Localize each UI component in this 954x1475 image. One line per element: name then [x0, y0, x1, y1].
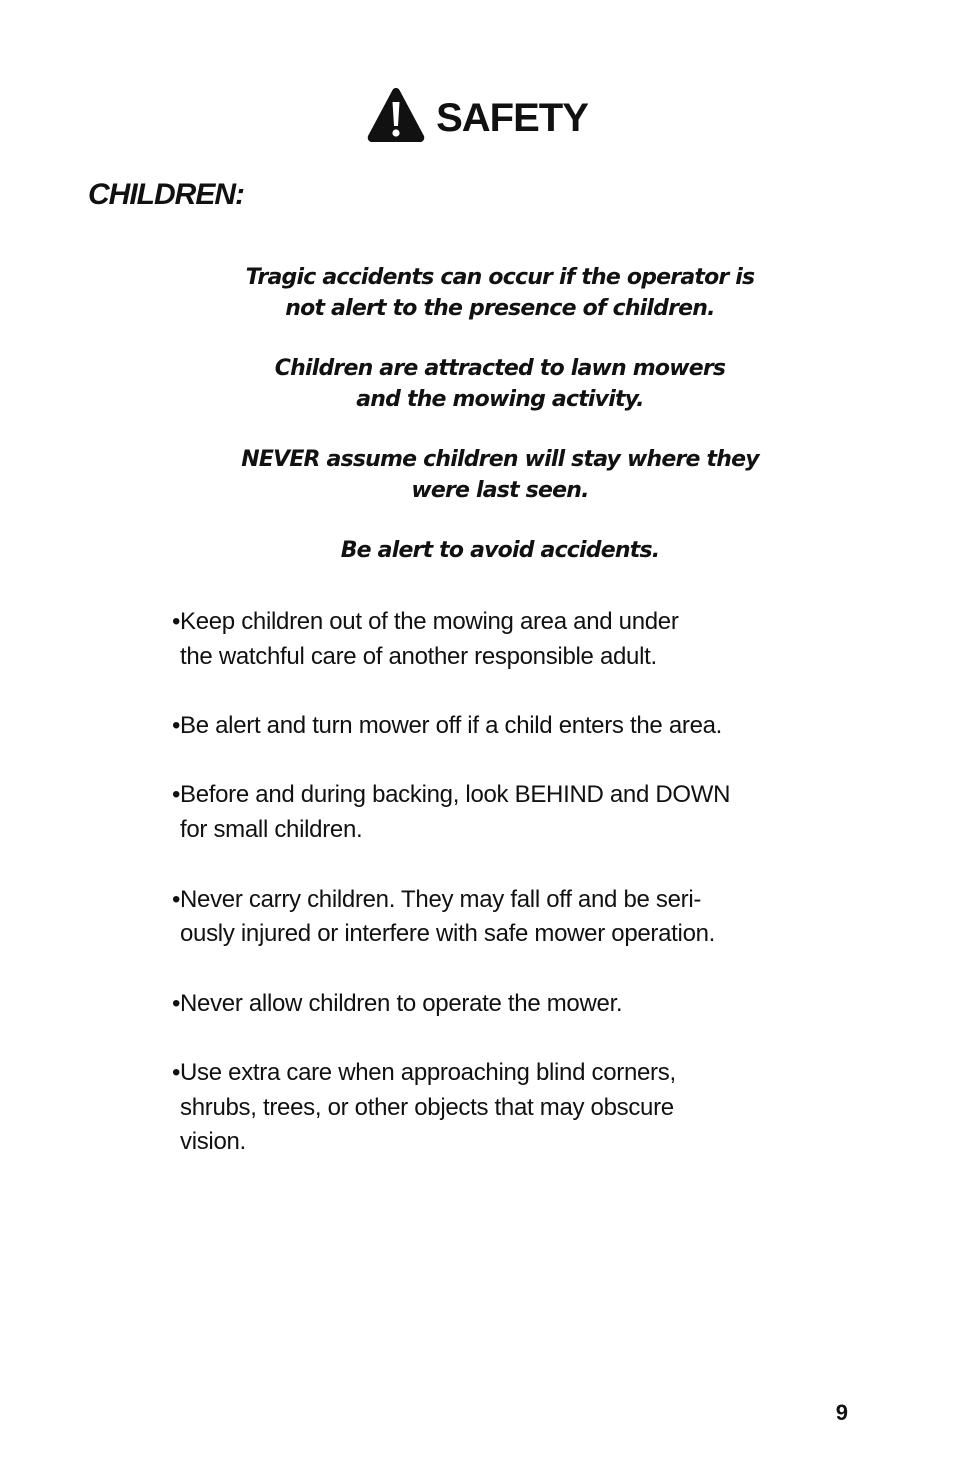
warning-statement: Be alert to avoid accidents. — [340, 538, 660, 563]
section-title: CHILDREN: — [88, 178, 244, 211]
list-item — [172, 605, 832, 674]
bullet-mark: • — [172, 1059, 181, 1087]
bullet-mark: • — [172, 989, 181, 1017]
bullet-mark: • — [172, 712, 181, 740]
list-item-text: Keep children out of the mowing area and under the watchful care of another responsible adult. — [180, 608, 679, 670]
bullet-mark: • — [172, 608, 181, 635]
page-title: SAFETY — [436, 96, 588, 140]
bullet-mark: • — [172, 885, 181, 913]
list-item-text: Never allow children to operate the mower. — [180, 989, 623, 1017]
list-item — [172, 709, 832, 744]
safety-bullet-list — [172, 605, 832, 1195]
list-item — [172, 883, 832, 952]
warning-triangle-icon — [366, 86, 426, 144]
list-item-text: Before and during backing, look BEHIND and DOWN for small children. — [180, 781, 731, 844]
list-item-text: Use extra care when approaching blind corners, shrubs, trees, or other objects that may obscure vision. — [180, 1059, 676, 1156]
page-header — [0, 86, 954, 144]
warning-statement: NEVER assume children will stay where they were last seen. — [241, 447, 759, 503]
list-item — [172, 1056, 832, 1160]
warning-statements — [160, 262, 840, 595]
bullet-mark: • — [172, 781, 181, 809]
list-item — [172, 778, 832, 847]
list-item-text: Never carry children. They may fall off and be seri- ously injured or interfere with safe mower operation. — [180, 885, 716, 948]
warning-statement: Children are attracted to lawn mowers and the mowing activity. — [274, 356, 726, 412]
list-item-text: Be alert and turn mower off if a child enters the area. — [180, 712, 723, 740]
list-item — [172, 987, 832, 1022]
page-number: 9 — [835, 1400, 848, 1425]
warning-statement: Tragic accidents can occur if the operator is not alert to the presence of children. — [245, 265, 755, 321]
